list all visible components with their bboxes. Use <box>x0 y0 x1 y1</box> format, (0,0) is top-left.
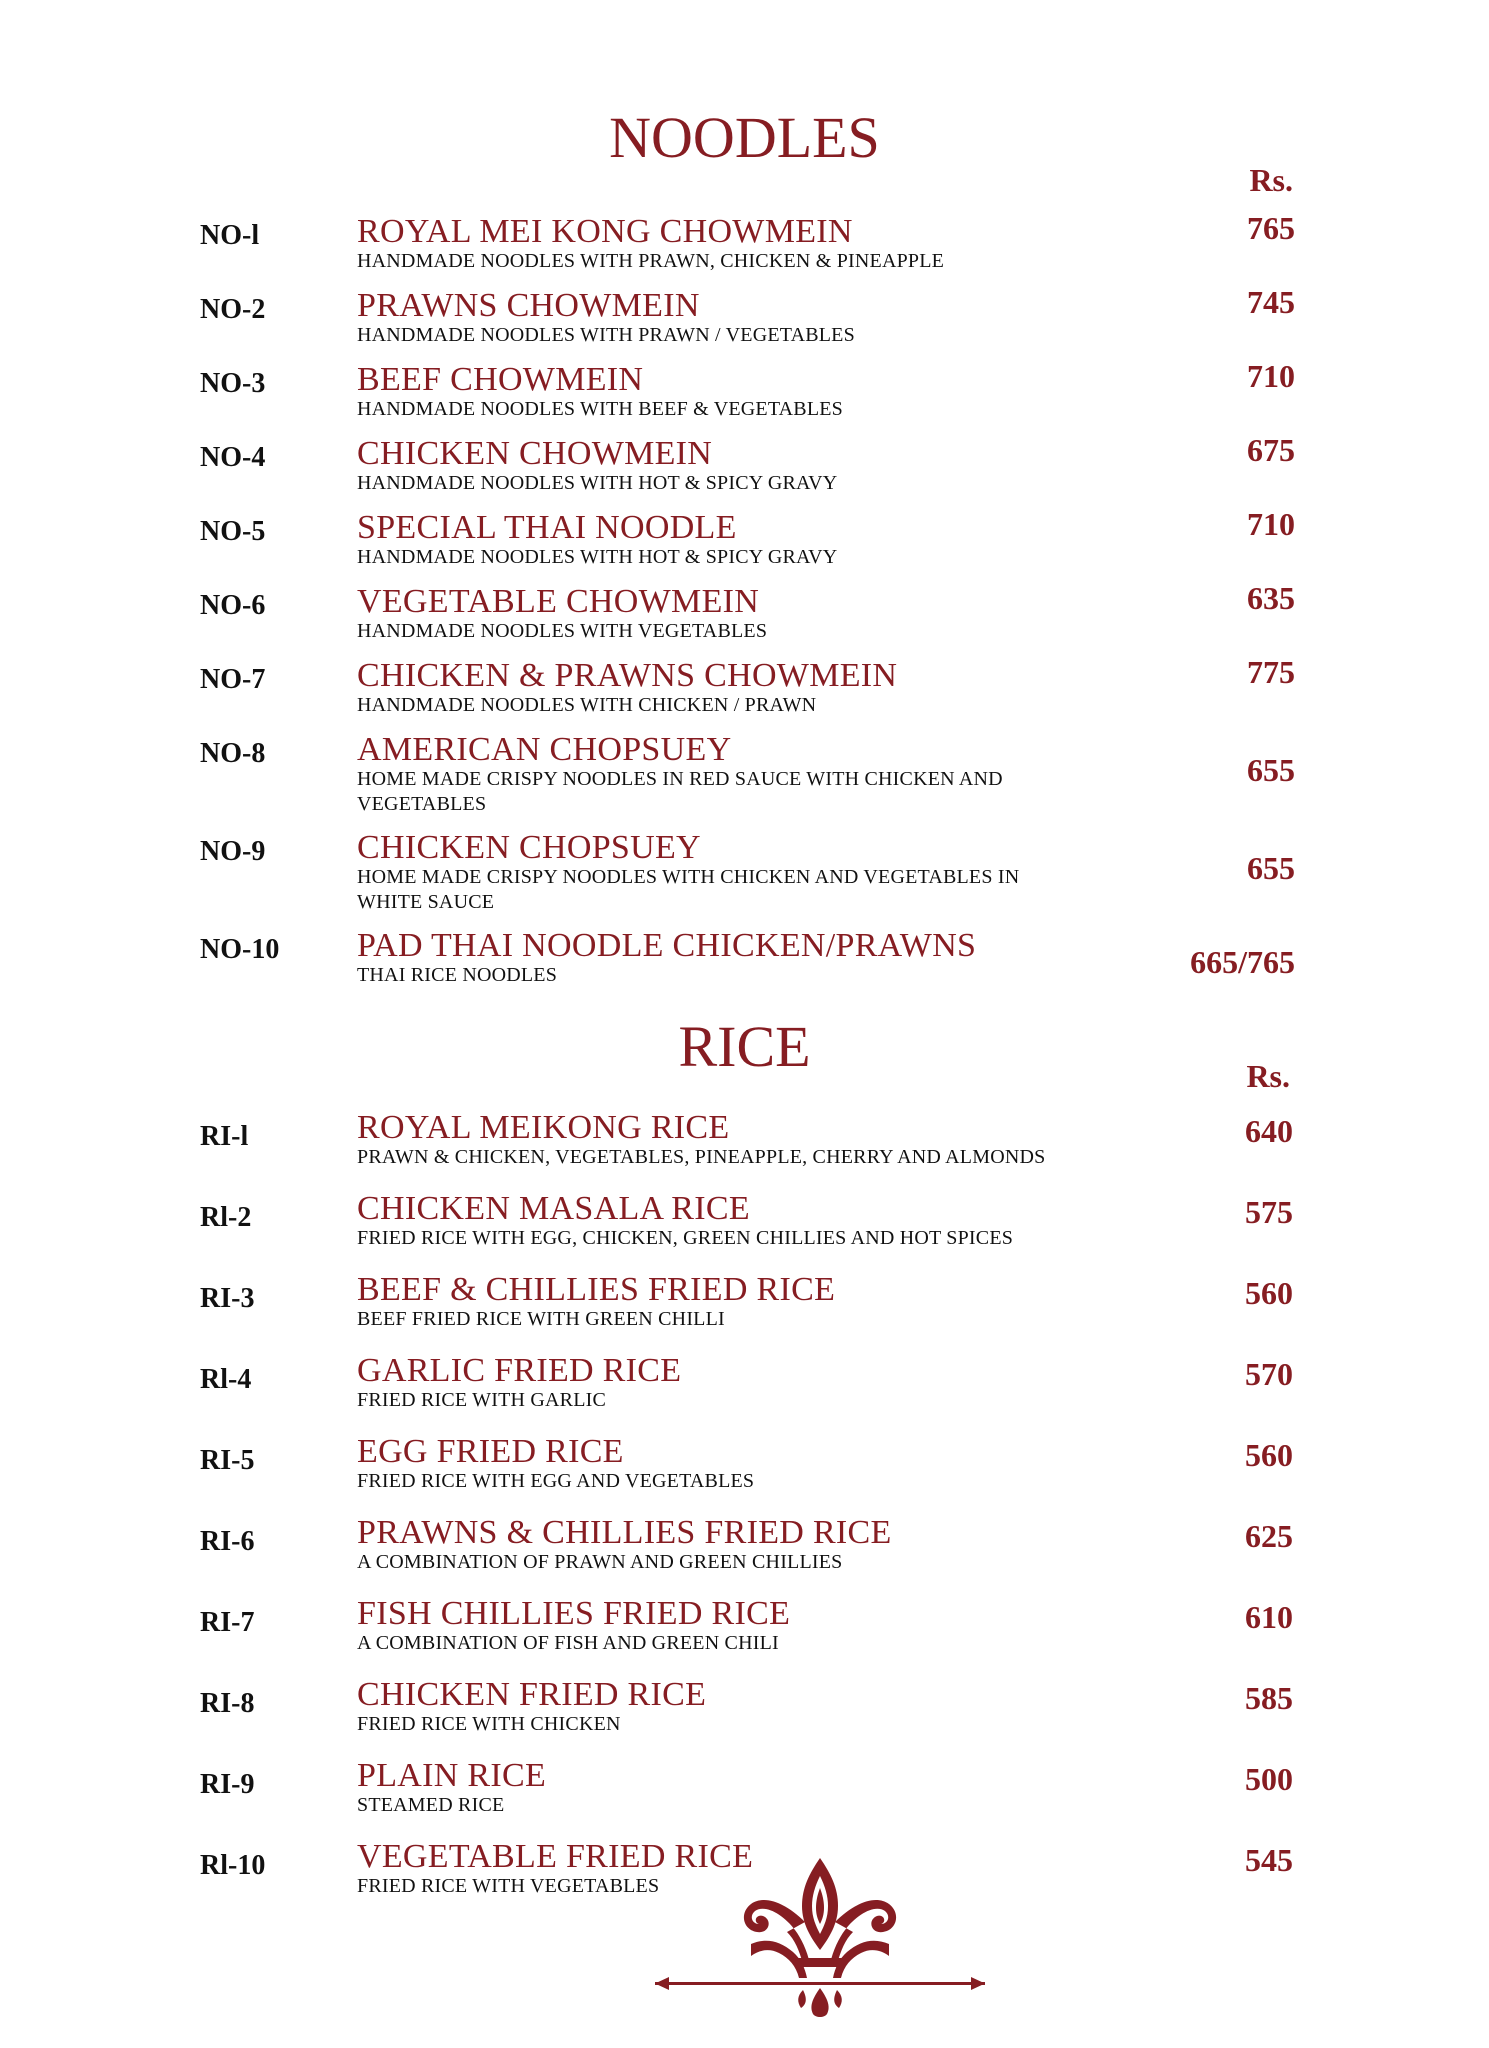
item-name: CHICKEN MASALA RICE <box>357 1190 750 1227</box>
list-item <box>0 1109 1489 1169</box>
list-item <box>0 1271 1489 1331</box>
item-code: NO-5 <box>200 516 266 547</box>
item-description: HANDMADE NOODLES WITH BEEF & VEGETABLES <box>357 398 843 420</box>
item-price: 500 <box>1245 1761 1293 1797</box>
item-code: NO-2 <box>200 294 266 325</box>
list-item <box>0 1757 1489 1817</box>
item-name: VEGETABLE CHOWMEIN <box>357 583 760 620</box>
item-name: AMERICAN CHOPSUEY <box>357 731 732 768</box>
item-code: NO-9 <box>200 836 266 867</box>
item-description: BEEF FRIED RICE WITH GREEN CHILLI <box>357 1308 725 1330</box>
item-name: CHICKEN & PRAWNS CHOWMEIN <box>357 657 898 694</box>
item-description: FRIED RICE WITH CHICKEN <box>357 1713 621 1735</box>
list-item <box>0 210 1489 270</box>
item-name: PLAIN RICE <box>357 1757 547 1794</box>
item-code: NO-6 <box>200 590 266 621</box>
item-description: THAI RICE NOODLES <box>357 964 558 986</box>
item-code: NO-4 <box>200 442 266 473</box>
item-code: Rl-10 <box>200 1850 266 1881</box>
item-price: 665/765 <box>1190 944 1295 980</box>
item-code: RI-6 <box>200 1526 255 1557</box>
item-description: FRIED RICE WITH GARLIC <box>357 1389 607 1411</box>
item-price: 655 <box>1247 752 1295 788</box>
item-name: EGG FRIED RICE <box>357 1433 624 1470</box>
item-name: ROYAL MEIKONG RICE <box>357 1109 730 1146</box>
item-name: ROYAL MEI KONG CHOWMEIN <box>357 213 853 250</box>
item-price: 710 <box>1247 358 1295 394</box>
item-description: HANDMADE NOODLES WITH HOT & SPICY GRAVY <box>357 472 838 494</box>
item-name: CHICKEN FRIED RICE <box>357 1676 707 1713</box>
item-description: A COMBINATION OF PRAWN AND GREEN CHILLIES <box>357 1551 843 1573</box>
item-code: RI-l <box>200 1121 249 1152</box>
item-description: STEAMED RICE <box>357 1794 505 1816</box>
item-name: CHICKEN CHOPSUEY <box>357 829 701 866</box>
list-item <box>0 580 1489 640</box>
item-price: 655 <box>1247 850 1295 886</box>
item-description: HOME MADE CRISPY NOODLES WITH CHICKEN AND VEGETABLES IN WHITE SAUCE <box>357 866 1020 913</box>
item-price: 545 <box>1245 1842 1293 1878</box>
list-item <box>0 506 1489 566</box>
fleur-de-lis-divider-icon <box>655 1858 985 2018</box>
item-name: CHICKEN CHOWMEIN <box>357 435 713 472</box>
list-item <box>0 924 1489 984</box>
item-price: 570 <box>1245 1356 1293 1392</box>
item-code: NO-10 <box>200 934 280 965</box>
item-description: HANDMADE NOODLES WITH PRAWN / VEGETABLES <box>357 324 855 346</box>
item-name: PRAWNS & CHILLIES FRIED RICE <box>357 1514 892 1551</box>
item-description: PRAWN & CHICKEN, VEGETABLES, PINEAPPLE, CHERRY AND ALMONDS <box>357 1146 1046 1168</box>
item-name: PRAWNS CHOWMEIN <box>357 287 700 324</box>
rice-currency-label: Rs. <box>1246 1058 1290 1094</box>
item-description: FRIED RICE WITH EGG, CHICKEN, GREEN CHILLIES AND HOT SPICES <box>357 1227 1014 1249</box>
item-name: BEEF & CHILLIES FRIED RICE <box>357 1271 836 1308</box>
item-price: 640 <box>1245 1113 1293 1149</box>
item-price: 745 <box>1247 284 1295 320</box>
item-code: RI-9 <box>200 1769 255 1800</box>
item-code: Rl-2 <box>200 1202 252 1233</box>
noodles-title: NOODLES <box>609 105 880 170</box>
item-price: 560 <box>1245 1437 1293 1473</box>
item-name: VEGETABLE FRIED RICE <box>357 1838 754 1875</box>
list-item <box>0 1514 1489 1574</box>
item-code: NO-l <box>200 220 260 251</box>
item-code: NO-3 <box>200 368 266 399</box>
item-name: SPECIAL THAI NOODLE <box>357 509 737 546</box>
list-item <box>0 1676 1489 1736</box>
item-price: 675 <box>1247 432 1295 468</box>
item-code: RI-8 <box>200 1688 255 1719</box>
item-description: HOME MADE CRISPY NOODLES IN RED SAUCE WITH CHICKEN AND VEGETABLES <box>357 768 1003 815</box>
item-code: NO-8 <box>200 738 266 769</box>
item-price: 610 <box>1245 1599 1293 1635</box>
item-price: 710 <box>1247 506 1295 542</box>
rice-title: RICE <box>678 1014 811 1079</box>
list-item <box>0 284 1489 344</box>
item-description: FRIED RICE WITH EGG AND VEGETABLES <box>357 1470 755 1492</box>
list-item <box>0 1190 1489 1250</box>
item-name: FISH CHILLIES FRIED RICE <box>357 1595 791 1632</box>
item-description: HANDMADE NOODLES WITH HOT & SPICY GRAVY <box>357 546 838 568</box>
item-price: 775 <box>1247 654 1295 690</box>
item-name: PAD THAI NOODLE CHICKEN/PRAWNS <box>357 927 977 964</box>
item-code: RI-5 <box>200 1445 255 1476</box>
item-price: 635 <box>1247 580 1295 616</box>
item-code: RI-7 <box>200 1607 255 1638</box>
item-code: RI-3 <box>200 1283 255 1314</box>
list-item <box>0 1352 1489 1412</box>
item-price: 585 <box>1245 1680 1293 1716</box>
item-description: HANDMADE NOODLES WITH CHICKEN / PRAWN <box>357 694 817 716</box>
item-description: HANDMADE NOODLES WITH PRAWN, CHICKEN & PINEAPPLE <box>357 250 945 272</box>
noodles-currency-label: Rs. <box>1249 162 1293 198</box>
list-item <box>0 432 1489 492</box>
item-description: HANDMADE NOODLES WITH VEGETABLES <box>357 620 768 642</box>
list-item <box>0 728 1489 818</box>
item-description: FRIED RICE WITH VEGETABLES <box>357 1875 660 1897</box>
list-item <box>0 1595 1489 1655</box>
list-item <box>0 358 1489 418</box>
item-price: 560 <box>1245 1275 1293 1311</box>
item-description: A COMBINATION OF FISH AND GREEN CHILI <box>357 1632 779 1654</box>
list-item <box>0 1433 1489 1493</box>
item-price: 575 <box>1245 1194 1293 1230</box>
item-price: 765 <box>1247 210 1295 246</box>
list-item <box>0 654 1489 714</box>
item-name: BEEF CHOWMEIN <box>357 361 644 398</box>
item-code: NO-7 <box>200 664 266 695</box>
item-code: Rl-4 <box>200 1364 252 1395</box>
item-price: 625 <box>1245 1518 1293 1554</box>
item-name: GARLIC FRIED RICE <box>357 1352 682 1389</box>
list-item <box>0 826 1489 916</box>
